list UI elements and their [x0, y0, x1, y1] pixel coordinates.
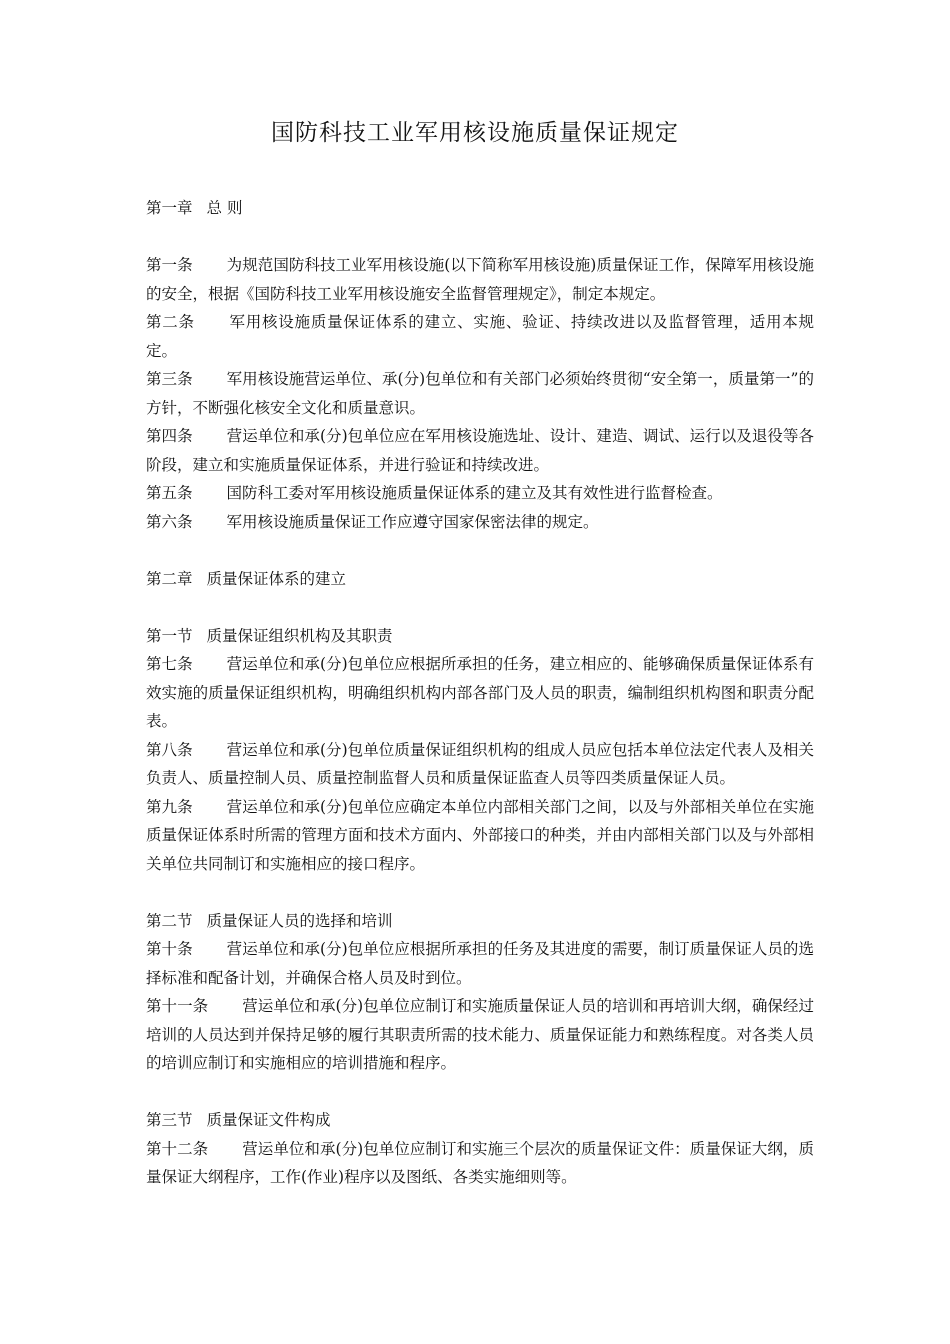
- article: [146, 365, 814, 422]
- article-text: 国防科工委对军用核设施质量保证体系的建立及其有效性进行监督检查。: [226, 484, 723, 502]
- section-heading: [146, 622, 814, 651]
- section-number: 第二节: [146, 911, 193, 930]
- article-number: 第五条: [146, 484, 193, 502]
- chapter-name: 质量保证体系的建立: [206, 569, 347, 588]
- article: [146, 1135, 814, 1192]
- article-number: 第一条: [146, 256, 193, 274]
- article-number: 第六条: [146, 512, 193, 531]
- article: [146, 650, 814, 736]
- article-number: 第十一条: [146, 997, 209, 1015]
- article-number: 第十二条: [146, 1139, 209, 1158]
- article-number: 第二条: [146, 313, 195, 331]
- article: [146, 508, 814, 537]
- article: [146, 736, 814, 793]
- article-number: 第七条: [146, 655, 193, 673]
- article-number: 第四条: [146, 427, 193, 445]
- chapter-number: 第二章: [146, 569, 193, 588]
- section-heading: [146, 1106, 814, 1135]
- article-text: 营运单位和承(分)包单位应确定本单位内部相关部门之间，以及与外部相关单位在实施质量保证体系时所需的管理方面和技术方面内、外部接口的种类，并由内部相关部门以及与外部相关单位共同制订和实施相应的接口程序。: [146, 797, 814, 873]
- article-text: 营运单位和承(分)包单位应根据所承担的任务及其进度的需要，制订质量保证人员的选择标准和配备计划，并确保合格人员及时到位。: [146, 940, 814, 987]
- article-text: 军用核设施营运单位、承(分)包单位和有关部门必须始终贯彻“安全第一，质量第一”的方针，不断强化核安全文化和质量意识。: [146, 370, 814, 417]
- article-text: 军用核设施质量保证工作应遵守国家保密法律的规定。: [226, 512, 599, 531]
- section-heading: [146, 907, 814, 936]
- article: [146, 935, 814, 992]
- article: [146, 479, 814, 508]
- section-number: 第三节: [146, 1111, 193, 1129]
- article-text: 为规范国防科技工业军用核设施(以下简称军用核设施)质量保证工作，保障军用核设施的安全，根据《国防科技工业军用核设施安全监督管理规定》，制定本规定。: [146, 256, 814, 303]
- article: [146, 308, 814, 365]
- article-number: 第三条: [146, 370, 193, 388]
- article: [146, 992, 814, 1078]
- section-name: 质量保证人员的选择和培训: [206, 911, 393, 930]
- chapter-heading: [146, 565, 814, 594]
- chapter-name: 总 则: [206, 199, 243, 217]
- section-number: 第一节: [146, 626, 193, 645]
- article-number: 第十条: [146, 940, 193, 958]
- article: [146, 251, 814, 308]
- article: [146, 422, 814, 479]
- chapter-heading: [146, 194, 814, 223]
- document-title: 国防科技工业军用核设施质量保证规定: [271, 120, 679, 146]
- document-body: [146, 194, 814, 1192]
- article-text: 营运单位和承(分)包单位应制订和实施三个层次的质量保证文件：质量保证大纲，质量保证大纲程序，工作(作业)程序以及图纸、各类实施细则等。: [146, 1139, 814, 1186]
- article-text: 营运单位和承(分)包单位应制订和实施质量保证人员的培训和再培训大纲，确保经过培训的人员达到并保持足够的履行其职责所需的技术能力、质量保证能力和熟练程度。对各类人员的培训应制订和实施相应的培训措施和程序。: [146, 997, 814, 1072]
- article: [146, 793, 814, 879]
- chapter-number: 第一章: [146, 199, 193, 217]
- article-text: 营运单位和承(分)包单位应在军用核设施选址、设计、建造、调试、运行以及退役等各阶段，建立和实施质量保证体系，并进行验证和持续改进。: [146, 427, 814, 474]
- article-number: 第九条: [146, 797, 193, 816]
- section-name: 质量保证文件构成: [206, 1111, 331, 1129]
- article-text: 营运单位和承(分)包单位应根据所承担的任务，建立相应的、能够确保质量保证体系有效实施的质量保证组织机构，明确组织机构内部各部门及人员的职责，编制组织机构图和职责分配表。: [146, 655, 814, 730]
- article-text: 营运单位和承(分)包单位质量保证组织机构的组成人员应包括本单位法定代表人及相关负责人、质量控制人员、质量控制监督人员和质量保证监查人员等四类质量保证人员。: [146, 740, 814, 787]
- article-text: 军用核设施质量保证体系的建立、实施、验证、持续改进以及监督管理，适用本规定。: [146, 313, 814, 360]
- article-number: 第八条: [146, 740, 193, 759]
- section-name: 质量保证组织机构及其职责: [206, 626, 393, 645]
